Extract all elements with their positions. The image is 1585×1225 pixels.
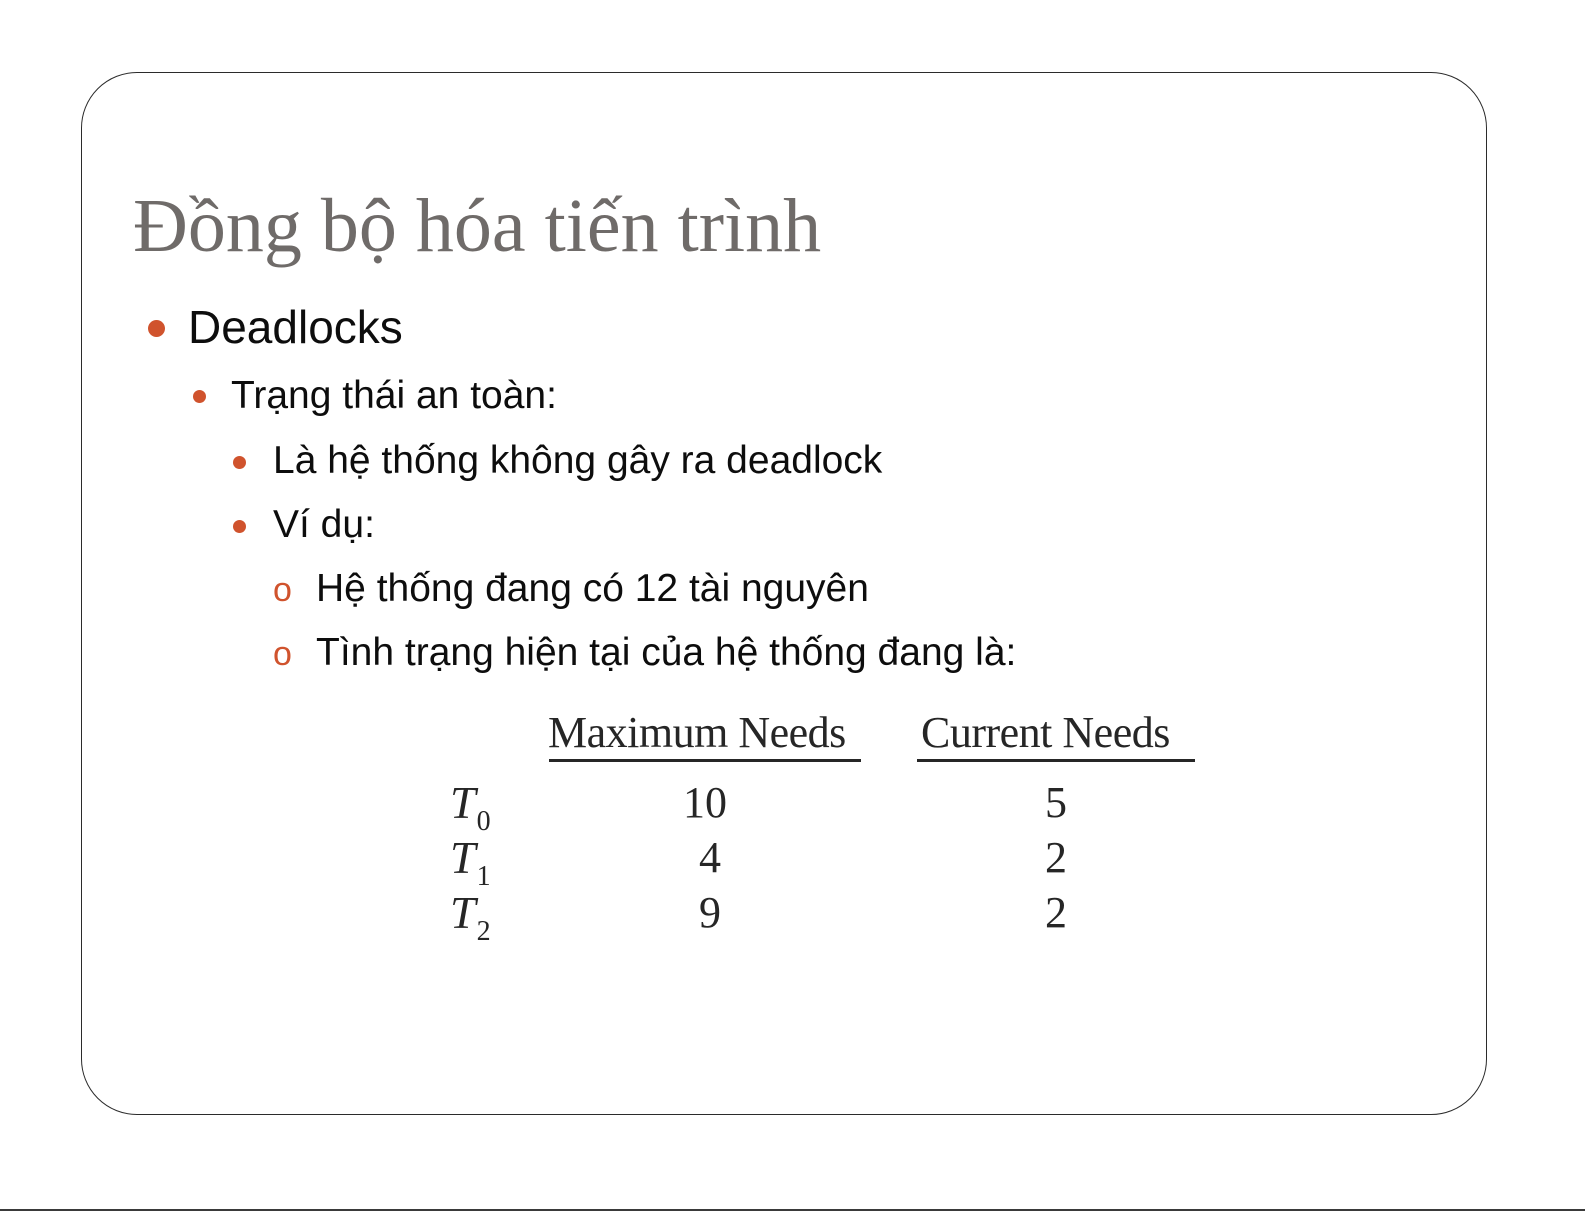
bullet-no-deadlock: Là hệ thống không gây ra deadlock	[273, 439, 883, 482]
bullet-marker-level4-b: o	[273, 635, 292, 673]
cell-current-needs: 5	[1045, 778, 1067, 827]
column-rule-maximum-needs	[549, 759, 861, 762]
resource-table	[430, 700, 1210, 960]
bullet-deadlocks: Deadlocks	[188, 301, 403, 353]
cell-current-needs: 2	[1045, 888, 1067, 937]
table-row-label: $T_2$	[450, 887, 491, 947]
bullet-twelve-resources: Hệ thống đang có 12 tài nguyên	[316, 567, 869, 610]
bullet-example: Ví dụ:	[273, 503, 375, 546]
cell-maximum-needs: 10	[683, 778, 727, 827]
slide-title: Đồng bộ hóa tiến trình	[133, 184, 822, 268]
column-header-current-needs: Current Needs	[921, 708, 1170, 757]
column-header-maximum-needs: Maximum Needs	[548, 708, 846, 757]
bullet-marker-level4-a: o	[273, 571, 292, 609]
cell-maximum-needs: 4	[699, 833, 721, 882]
bullet-dot-level3-a	[233, 456, 246, 469]
bullet-dot-level1	[148, 320, 165, 337]
cell-current-needs: 2	[1045, 833, 1067, 882]
bullet-dot-level3-b	[233, 520, 246, 533]
page-bottom-rule	[0, 1209, 1585, 1211]
column-rule-current-needs	[917, 759, 1195, 762]
table-row-label: $T_0$	[450, 777, 491, 837]
bullet-dot-level2	[193, 390, 206, 403]
table-row-label: $T_1$	[450, 832, 491, 892]
bullet-current-state: Tình trạng hiện tại của hệ thống đang là:	[316, 631, 1017, 674]
cell-maximum-needs: 9	[699, 888, 721, 937]
bullet-safe-state: Trạng thái an toàn:	[231, 374, 557, 417]
